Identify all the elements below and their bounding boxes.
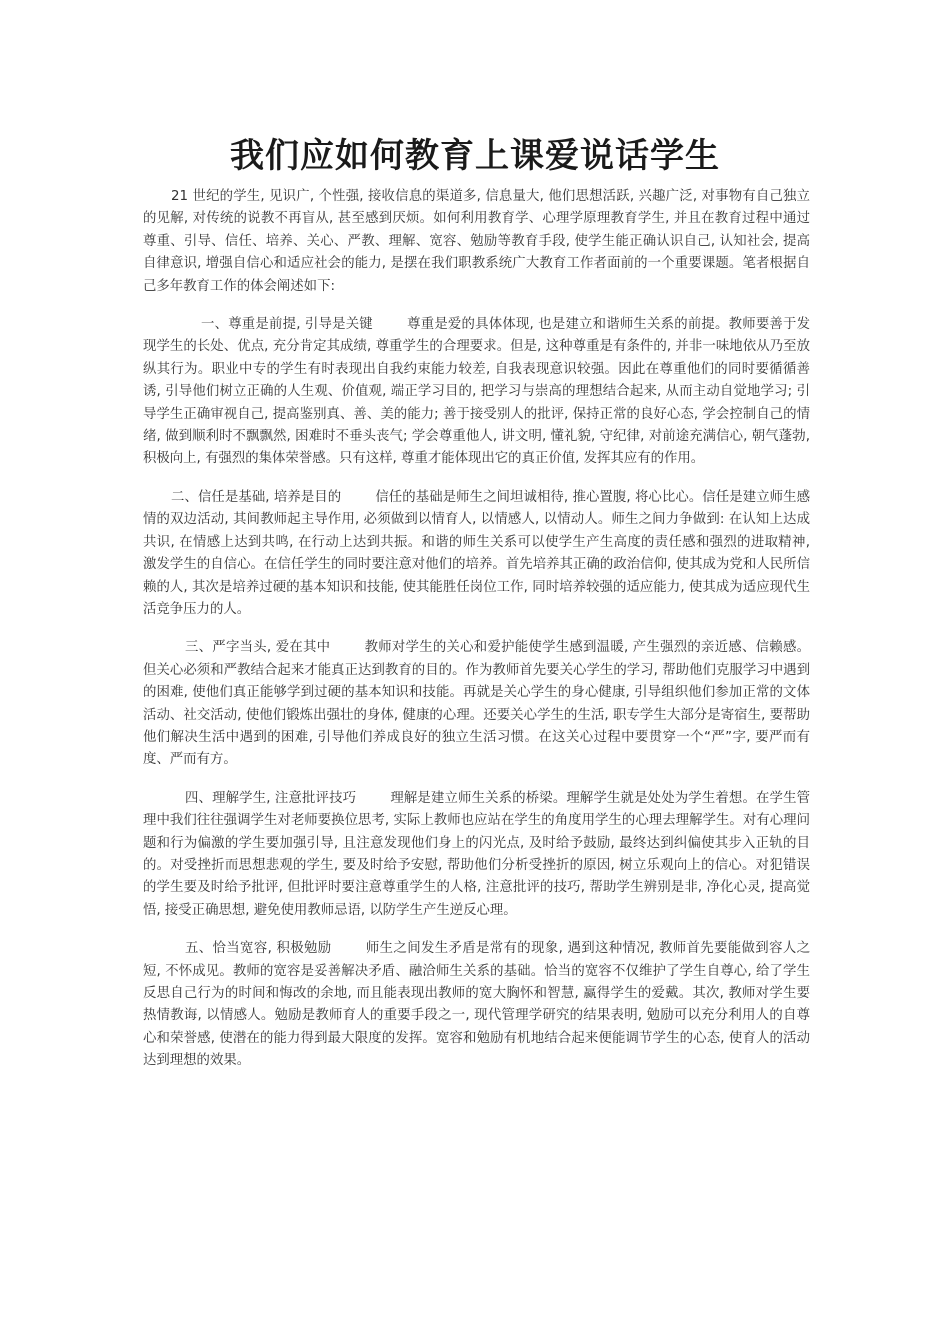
section-1-heading: 一、尊重是前提, 引导是关键 xyxy=(201,317,373,333)
section-3-text: 教师对学生的关心和爱护能使学生感到温暖, 产生强烈的亲近感、信赖感。但关心必须和严教结合起来才能真正达到教育的目的。作为教师首先要关心学生的学习, 帮助他们克服学习中遇到的困难, 使他们真正能够学到过硬的基本知识和技能。再就是关心学生的身心健康, 引导组织他们参加正常的文体活动、社交活动, 使他们锻炼出强壮的身体, 健康的心理。还要关心学生的生活, 职专学生大部分是寄宿生, 要帮助他们解决生活中遇到的困难, 引导他们养成良好的独立生活习惯。在这关心过程中要贯穿一个“严”字, 要严而有度、严而有方。 xyxy=(143,640,810,768)
section-2-paragraph xyxy=(143,487,810,621)
section-3-paragraph xyxy=(143,637,810,771)
section-3-heading: 三、严字当头, 爱在其中 xyxy=(185,640,331,656)
section-4-heading: 四、理解学生, 注意批评技巧 xyxy=(185,790,357,806)
section-1-text: 尊重是爱的具体体现, 也是建立和谐师生关系的前提。教师要善于发现学生的长处、优点, 充分肯定其成绩, 尊重学生的合理要求。但是, 这种尊重是有条件的, 并非一味地依从乃至放纵其行为。职业中专的学生有时表现出自我约束能力较差, 自我表现意识较强。因此在尊重他们的同时要循循善诱, 引导他们树立正确的人生观、价值观, 端正学习目的, 把学习与崇高的理想结合起来, 从而主动自觉地学习; 引导学生正确审视自己, 提高鉴别真、善、美的能力; 善于接受别人的批评, 保持正常的良好心态, 学会控制自己的情绪, 做到顺利时不飘飘然, 困难时不垂头丧气; 学会尊重他人, 讲文明, 懂礼貌, 守纪律, 对前途充满信心, 朝气蓬勃, 积极向上, 有强烈的集体荣誉感。只有这样, 尊重才能体现出它的真正价值, 发挥其应有的作用。 xyxy=(143,317,811,467)
document-body xyxy=(143,186,810,1089)
section-5-heading: 五、恰当宽容, 积极勉励 xyxy=(185,941,332,957)
page-title: 我们应如何教育上课爱说话学生 xyxy=(230,136,720,176)
section-1-paragraph xyxy=(143,314,810,471)
section-4-text: 理解是建立师生关系的桥梁。理解学生就是处处为学生着想。在学生管理中我们往往强调学生对老师要换位思考, 实际上教师也应站在学生的角度用学生的心理去理解学生。对有心理问题和行为偏激的学生要加强引导, 且注意发现他们身上的闪光点, 及时给予鼓励, 最终达到纠偏使其步入正轨的目的。对受挫折而思想悲观的学生, 要及时给予安慰, 帮助他们分析受挫折的原因, 树立乐观向上的信心。对犯错误的学生要及时给予批评, 但批评时要注意尊重学生的人格, 注意批评的技巧, 帮助学生辨别是非, 净化心灵, 提高觉悟, 接受正确思想, 避免使用教师忌语, 以防学生产生逆反心理。 xyxy=(143,790,811,918)
section-2-text: 信任的基础是师生之间坦诚相待, 推心置腹, 将心比心。信任是建立师生感情的双边活动, 其间教师起主导作用, 必须做到以情育人, 以情感人, 以情动人。师生之间力争做到: 在认知上达成共识, 在情感上达到共鸣, 在行动上达到共振。和谐的师生关系可以使学生产生高度的责任感和强烈的进取精神, 激发学生的自信心。在信任学生的同时要注意对他们的培养。首先培养其正确的政治信仰, 使其成为党和人民所信赖的人, 其次是培养过硬的基本知识和技能, 使其能胜任岗位工作, 同时培养较强的适应能力, 使其成为适应现代生活竞争压力的人。 xyxy=(143,489,810,617)
section-2-heading: 二、信任是基础, 培养是目的 xyxy=(171,489,342,505)
section-5-paragraph xyxy=(143,938,810,1072)
intro-paragraph: 21 世纪的学生, 见识广, 个性强, 接收信息的渠道多, 信息量大, 他们思想活跃, 兴趣广泛, 对事物有自己独立的见解, 对传统的说教不再盲从, 甚至感到厌烦。如何利用教育学、心理学原理教育学生, 并且在教育过程中通过尊重、引导、信任、培养、关心、严教、理解、宽容、勉励等教育手段, 使学生能正确认识自己, 认知社会, 提高自律意识, 增强自信心和适应社会的能力, 是摆在我们职教系统广大教育工作者面前的一个重要课题。笔者根据自己多年教育工作的体会阐述如下: xyxy=(143,189,810,294)
section-5-text: 师生之间发生矛盾是常有的现象, 遇到这种情况, 教师首先要能做到容人之短, 不怀成见。教师的宽容是妥善解决矛盾、融洽师生关系的基础。恰当的宽容不仅维护了学生自尊心, 给了学生反思自己行为的时间和悔改的余地, 而且能表现出教师的宽大胸怀和智慧, 赢得学生的爱戴。其次, 教师对学生要热情教诲, 以情感人。勉励是教师育人的重要手段之一, 现代管理学研究的结果表明, 勉励可以充分利用人的自尊心和荣誉感, 使潜在的能力得到最大限度的发挥。宽容和勉励有机地结合起来便能调节学生的心态, 使育人的活动达到理想的效果。 xyxy=(143,941,810,1069)
section-4-paragraph xyxy=(143,788,810,922)
